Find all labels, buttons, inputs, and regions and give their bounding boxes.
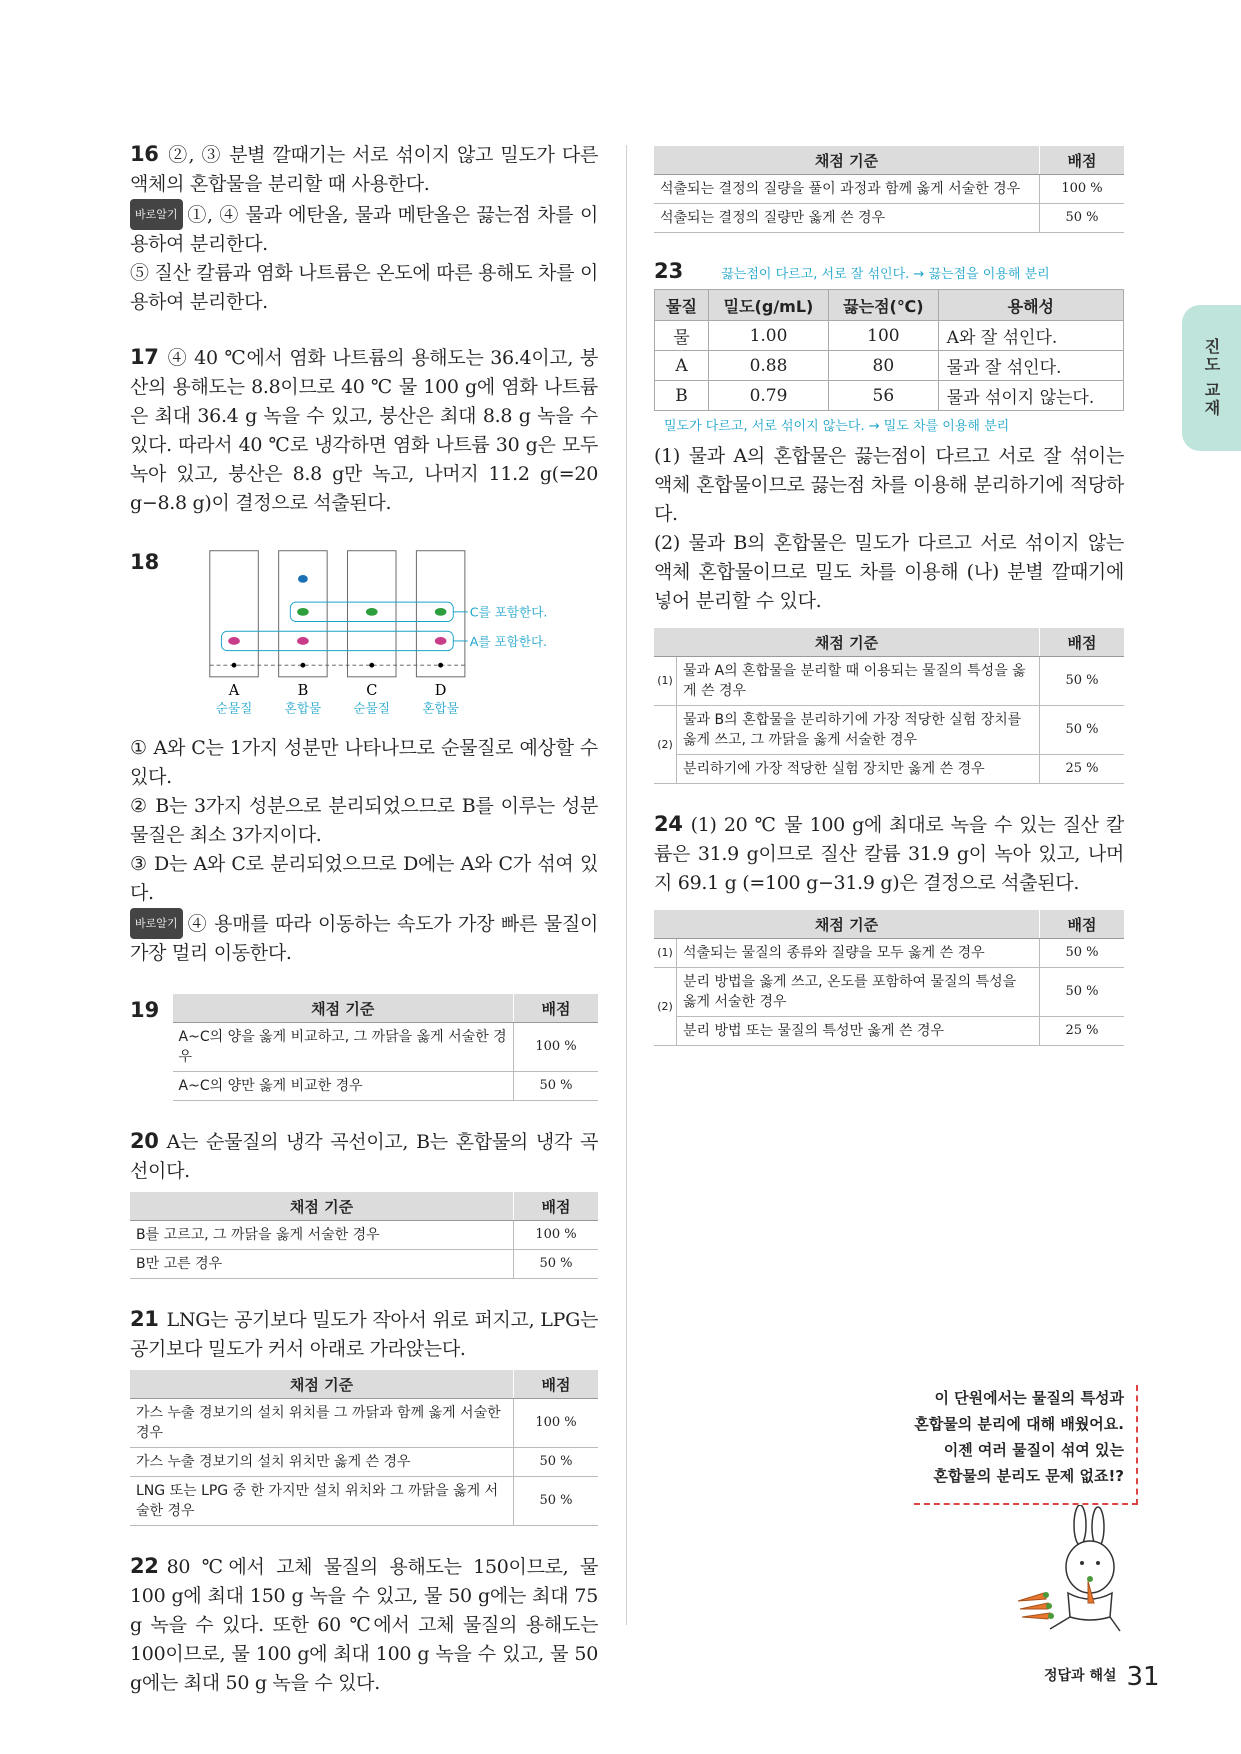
table-cell: 56: [829, 381, 939, 411]
table-row: [655, 381, 1124, 411]
table-header: 배점: [1040, 910, 1125, 939]
table-cell: 물과 잘 섞인다.: [938, 351, 1123, 381]
question-20: [130, 1127, 598, 1279]
criterion-cell: A~C의 양만 옳게 비교한 경우: [173, 1072, 514, 1101]
table-header: 채점 기준: [173, 994, 514, 1023]
column-divider: [626, 145, 627, 1625]
question-21: [130, 1305, 598, 1526]
question-number: 24: [654, 812, 683, 836]
lane-letter: D: [435, 683, 447, 700]
correction-badge: 바로알기: [130, 908, 183, 939]
lane-type: 순물질: [216, 700, 253, 716]
table-row: [130, 1448, 598, 1477]
score-cell: 100 %: [514, 1023, 599, 1072]
question-17: [130, 343, 598, 518]
table-header: 밀도(g/mL): [708, 290, 828, 321]
score-cell: 50 %: [514, 1250, 599, 1279]
table-cell: 80: [829, 351, 939, 381]
answer-text: ② B는 3가지 성분으로 분리되었으므로 B를 이루는 성분 물질은 최소 3가지이다.: [130, 795, 598, 846]
criterion-cell: 석출되는 결정의 질량을 풀이 과정과 함께 옳게 서술한 경우: [654, 175, 1040, 204]
section-tab: 진도 교재: [1182, 305, 1241, 451]
table-row: [654, 204, 1124, 233]
table-cell: B: [655, 381, 709, 411]
score-cell: 50 %: [1040, 939, 1125, 968]
score-cell: 100 %: [514, 1399, 599, 1448]
page-footer: [1044, 1662, 1160, 1692]
score-cell: 50 %: [1040, 706, 1125, 755]
chromatography-diagram: [171, 544, 598, 734]
question-22: [130, 1552, 598, 1698]
question-23: [654, 259, 1124, 784]
answer-text: ③ D는 A와 C로 분리되었으므로 D에는 A와 C가 섞여 있다.: [130, 853, 598, 904]
answer-text: (1) 물과 A의 혼합물은 끓는점이 다르고 서로 잘 섞이는 액체 혼합물이므로 끓는점 차를 이용해 분리하기에 적당하다.: [654, 445, 1124, 525]
criterion-cell: 분리하기에 가장 적당한 실험 장치만 옳게 쓴 경우: [677, 755, 1040, 784]
rabbit-mascot-illustration: [1010, 1505, 1140, 1635]
table-row: [173, 1072, 598, 1101]
criterion-cell: B를 고르고, 그 까닭을 옳게 서술한 경우: [130, 1221, 514, 1250]
score-cell: 50 %: [514, 1448, 599, 1477]
criterion-cell: 가스 누출 경보기의 설치 위치를 그 까닭과 함께 옳게 서술한 경우: [130, 1399, 514, 1448]
criterion-cell: B만 고른 경우: [130, 1250, 514, 1279]
speech-bubble: [914, 1385, 1138, 1505]
answer-text: A는 순물질의 냉각 곡선이고, B는 혼합물의 냉각 곡선이다.: [130, 1131, 598, 1182]
bubble-line: 이 단원에서는 물질의 특성과: [934, 1389, 1124, 1407]
table-row: [173, 1023, 598, 1072]
table-cell: A와 잘 섞인다.: [938, 321, 1123, 351]
table-row: [654, 1017, 1124, 1046]
table-header: 배점: [1040, 628, 1125, 657]
bubble-line: 혼합물의 분리에 대해 배웠어요.: [914, 1415, 1124, 1433]
question-19: [130, 994, 598, 1101]
table-row: [130, 1477, 598, 1526]
table-header: 채점 기준: [654, 146, 1040, 175]
table-row: [654, 175, 1124, 204]
score-cell: 50 %: [514, 1477, 599, 1526]
table-cell: 물: [655, 321, 709, 351]
table-header: 배점: [1040, 146, 1125, 175]
answer-text: (1) 20 ℃ 물 100 g에 최대로 녹을 수 있는 질산 칼륨은 31.9 g이므로 질산 칼륨 31.9 g이 녹아 있고, 나머지 69.1 g (=100 g−31.9 g)은 결정으로 석출된다.: [654, 814, 1124, 894]
criterion-cell: A~C의 양을 옳게 비교하고, 그 까닭을 옳게 서술한 경우: [173, 1023, 514, 1072]
bubble-line: 혼합물의 분리도 문제 없죠!?: [933, 1467, 1124, 1485]
score-cell: 100 %: [1040, 175, 1125, 204]
answer-text: ④ 40 ℃에서 염화 나트륨의 용해도는 36.4이고, 붕산의 용해도는 8.8이므로 40 ℃ 물 100 g에 염화 나트륨은 최대 36.4 g 녹을 수 있고, 붕산은 최대 8.8 g 녹을 수 있다. 따라서 40 ℃로 냉각하면 염화 나트륨 30 g은 모두 녹아 있고, 붕산은 8.8 g만 녹고, 나머지 11.2 g(=20 g−8.8 g)이 결정으로 석출된다.: [130, 347, 598, 514]
lane-type: 혼합물: [284, 700, 322, 716]
table-cell: 0.88: [708, 351, 828, 381]
table-header: 배점: [514, 994, 599, 1023]
lane-letter: C: [366, 683, 378, 700]
table-row: [654, 968, 1124, 1017]
sub-label: (2): [654, 968, 677, 1046]
lane-type: 혼합물: [422, 700, 460, 716]
sub-label: (2): [654, 706, 677, 784]
criterion-cell: 물과 A의 혼합물을 분리할 때 이용되는 물질의 특성을 옳게 쓴 경우: [677, 657, 1040, 706]
scoring-table: [130, 1192, 598, 1279]
score-cell: 50 %: [1040, 657, 1125, 706]
question-number: 16: [130, 142, 159, 166]
table-row: [654, 939, 1124, 968]
table-cell: A: [655, 351, 709, 381]
table-row: [654, 755, 1124, 784]
table-header: 채점 기준: [130, 1192, 514, 1221]
annotation-density: 밀도가 다르고, 서로 섞이지 않는다. → 밀도 차를 이용해 분리: [664, 419, 1010, 434]
answer-text: ① A와 C는 1가지 성분만 나타나므로 순물질로 예상할 수 있다.: [130, 737, 598, 788]
answer-text: ②, ③ 분별 깔때기는 서로 섞이지 않고 밀도가 다른 액체의 혼합물을 분리할 때 사용한다.: [130, 144, 598, 195]
criterion-cell: 분리 방법 또는 물질의 특성만 옳게 쓴 경우: [677, 1017, 1040, 1046]
question-number: 19: [130, 998, 160, 1022]
table-row: [655, 321, 1124, 351]
table-row: [655, 351, 1124, 381]
table-header: 채점 기준: [654, 628, 1040, 657]
criterion-cell: LNG 또는 LPG 중 한 가지만 설치 위치와 그 까닭을 옳게 서술한 경우: [130, 1477, 514, 1526]
table-header: 배점: [514, 1370, 599, 1399]
criterion-cell: 가스 누출 경보기의 설치 위치만 옳게 쓴 경우: [130, 1448, 514, 1477]
sub-label: (1): [654, 657, 677, 706]
question-number: 23: [654, 259, 684, 283]
score-cell: 50 %: [1040, 204, 1125, 233]
question-18: [130, 544, 598, 968]
criterion-cell: 물과 B의 혼합물을 분리하기에 가장 적당한 실험 장치를 옳게 쓰고, 그 까닭을 옳게 서술한 경우: [677, 706, 1040, 755]
table-header: 배점: [514, 1192, 599, 1221]
answer-text: 80 ℃에서 고체 물질의 용해도는 150이므로, 물 100 g에 최대 150 g 녹을 수 있고, 물 50 g에는 최대 75 g 녹을 수 있다. 또한 60 ℃에서 고체 물질의 용해도는 100이므로, 물 100 g에 최대 100 g 녹을 수 있고, 물 50 g에는 최대 50 g 녹을 수 있다.: [130, 1556, 598, 1694]
lane-type: 순물질: [353, 700, 391, 716]
left-column: [130, 140, 598, 1724]
table-cell: 물과 섞이지 않는다.: [938, 381, 1123, 411]
sub-label: (1): [654, 939, 677, 968]
criterion-cell: 분리 방법을 옳게 쓰고, 온도를 포함하여 물질의 특성을 옳게 서술한 경우: [677, 968, 1040, 1017]
table-header: 물질: [655, 290, 709, 321]
scoring-table: [173, 994, 598, 1101]
bubble-line: 이젠 여러 물질이 섞여 있는: [943, 1441, 1124, 1459]
right-column: [654, 146, 1124, 1072]
table-row: [654, 657, 1124, 706]
table-row: [654, 706, 1124, 755]
scoring-table: [654, 910, 1124, 1046]
lane-letter: A: [229, 683, 240, 700]
label-contains-c: C를 포함한다.: [469, 604, 548, 620]
correction-badge: 바로알기: [130, 199, 183, 230]
table-header: 채점 기준: [130, 1370, 514, 1399]
answer-text: (2) 물과 B의 혼합물은 밀도가 다르고 서로 섞이지 않는 액체 혼합물이므로 밀도 차를 이용해 (나) 분별 깔때기에 넣어 분리할 수 있다.: [654, 532, 1124, 612]
page-number: 31: [1126, 1662, 1160, 1692]
label-contains-a: A를 포함한다.: [469, 633, 548, 649]
answer-text: ①, ④ 물과 에탄올, 물과 메탄올은 끓는점 차를 이용하여 분리한다.: [130, 204, 598, 255]
properties-table: [654, 289, 1124, 411]
scoring-table: [130, 1370, 598, 1526]
table-row: [130, 1221, 598, 1250]
score-cell: 25 %: [1040, 1017, 1125, 1046]
question-24: [654, 810, 1124, 1046]
table-row: [130, 1399, 598, 1448]
table-header: 용해성: [938, 290, 1123, 321]
criterion-cell: 석출되는 물질의 종류와 질량을 모두 옳게 쓴 경우: [677, 939, 1040, 968]
score-cell: 50 %: [514, 1072, 599, 1101]
answer-text: ⑤ 질산 칼륨과 염화 나트륨은 온도에 따른 용해도 차를 이용하여 분리한다.: [130, 262, 598, 313]
table-row: [130, 1250, 598, 1279]
annotation-boiling-point: 끓는점이 다르고, 서로 잘 섞인다. → 끓는점을 이용해 분리: [721, 267, 1050, 282]
score-cell: 25 %: [1040, 755, 1125, 784]
table-header: 채점 기준: [654, 910, 1040, 939]
question-number: 21: [130, 1307, 159, 1331]
criterion-cell: 석출되는 결정의 질량만 옳게 쓴 경우: [654, 204, 1040, 233]
question-number: 17: [130, 345, 159, 369]
score-cell: 50 %: [1040, 968, 1125, 1017]
score-cell: 100 %: [514, 1221, 599, 1250]
table-cell: 0.79: [708, 381, 828, 411]
question-number: 20: [130, 1129, 159, 1153]
answer-text: LNG는 공기보다 밀도가 작아서 위로 퍼지고, LPG는 공기보다 밀도가 커서 아래로 가라앉는다.: [130, 1309, 598, 1360]
lane-letter: B: [297, 683, 309, 700]
question-number: 18: [130, 550, 160, 574]
footer-label: 정답과 해설: [1044, 1668, 1117, 1684]
table-cell: 1.00: [708, 321, 828, 351]
table-header: 끓는점(℃): [829, 290, 939, 321]
question-16: [130, 140, 598, 317]
scoring-table: [654, 628, 1124, 784]
scoring-table: [654, 146, 1124, 233]
table-cell: 100: [829, 321, 939, 351]
question-number: 22: [130, 1554, 159, 1578]
answer-text: ④ 용매를 따라 이동하는 속도가 가장 빠른 물질이 가장 멀리 이동한다.: [130, 913, 598, 964]
question-22-scoring: [654, 146, 1124, 233]
